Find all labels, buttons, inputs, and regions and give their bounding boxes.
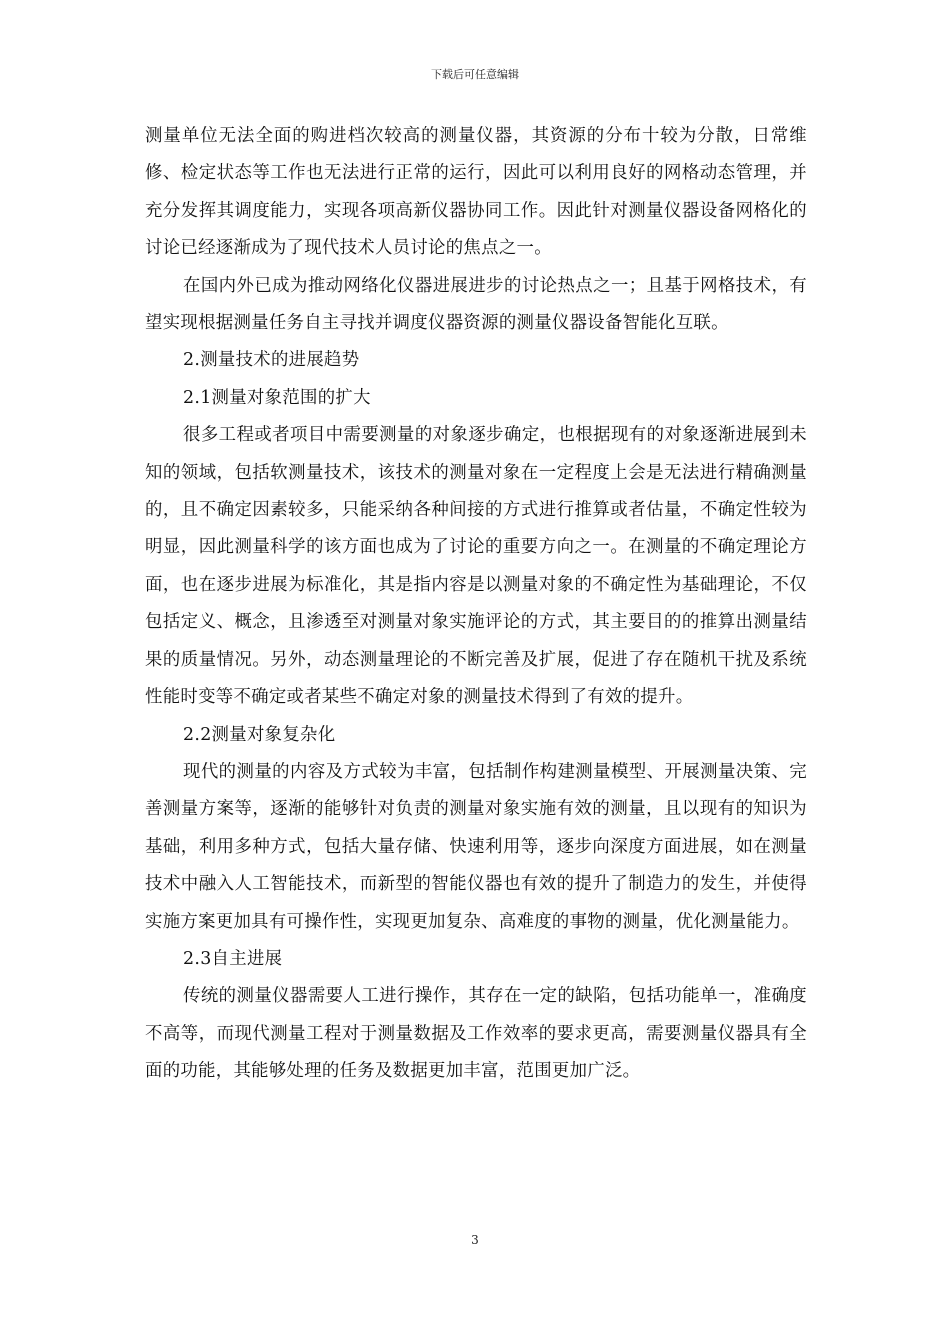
- subsection-heading: 2.1测量对象范围的扩大: [183, 387, 371, 408]
- document-body: [145, 118, 807, 1091]
- paragraph: 在国内外已成为推动网络化仪器进展进步的讨论热点之一；且基于网格技术，有望实现根据测量任务自主寻找并调度仪器资源的测量仪器设备智能化互联。: [145, 275, 807, 334]
- paragraph: 现代的测量的内容及方式较为丰富，包括制作构建测量模型、开展测量决策、完善测量方案等，逐渐的能够针对负责的测量对象实施有效的测量，且以现有的知识为基础，利用多种方式，包括大量存储、快速利用等，逐步向深度方面进展，如在测量技术中融入人工智能技术，而新型的智能仪器也有效的提升了制造力的发生，并使得实施方案更加具有可操作性，实现更加复杂、高难度的事物的测量，优化测量能力。: [145, 761, 807, 932]
- subsection-heading: 2.3自主进展: [183, 948, 283, 969]
- section-heading: 2.测量技术的进展趋势: [183, 350, 360, 371]
- paragraph-continuation: 测量单位无法全面的购进档次较高的测量仪器，其资源的分布十较为分散，日常维修、检定状态等工作也无法进行正常的运行，因此可以利用良好的网格动态管理，并充分发挥其调度能力，实现各项高新仪器协同工作。因此针对测量仪器设备网格化的讨论已经逐渐成为了现代技术人员讨论的焦点之一。: [145, 126, 807, 259]
- subsection-heading: 2.2测量对象复杂化: [183, 724, 336, 745]
- page-header: 下载后可任意编辑: [431, 68, 519, 81]
- paragraph: 很多工程或者项目中需要测量的对象逐步确定，也根据现有的对象逐渐进展到未知的领域，包括软测量技术，该技术的测量对象在一定程度上会是无法进行精确测量的，且不确定因素较多，只能采纳各种间接的方式进行推算或者估量，不确定性较为明显，因此测量科学的该方面也成为了讨论的重要方向之一。在测量的不确定理论方面，也在逐步进展为标准化，其是指内容是以测量对象的不确定性为基础理论，不仅包括定义、概念，且渗透至对测量对象实施评论的方式，其主要目的的推算出测量结果的质量情况。另外，动态测量理论的不断完善及扩展，促进了存在随机干扰及系统性能时变等不确定或者某些不确定对象的测量技术得到了有效的提升。: [145, 425, 807, 708]
- paragraph: 传统的测量仪器需要人工进行操作，其存在一定的缺陷，包括功能单一，准确度不高等，而现代测量工程对于测量数据及工作效率的要求更高，需要测量仪器具有全面的功能，其能够处理的任务及数据更加丰富，范围更加广泛。: [145, 986, 807, 1082]
- page-number: 3: [471, 1233, 479, 1247]
